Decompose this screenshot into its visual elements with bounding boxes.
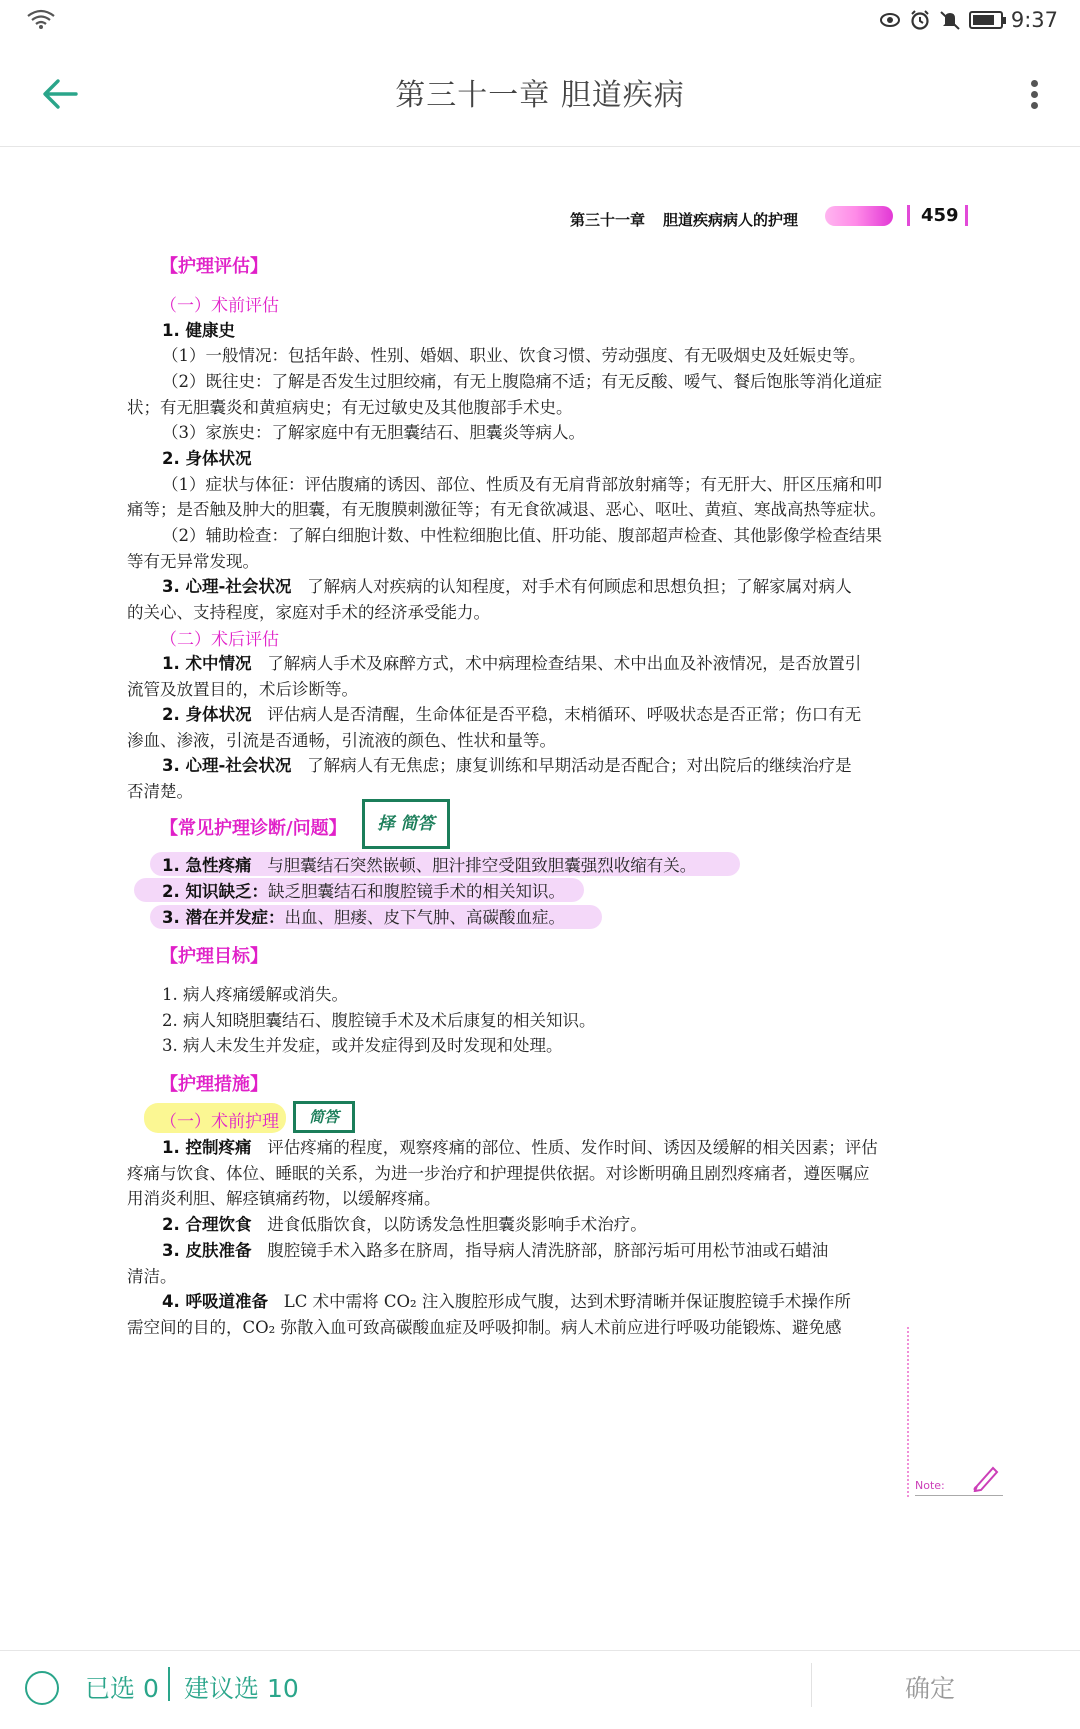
note-margin: [905, 1327, 995, 1527]
diagnosis-item: 2. 知识缺乏：缺乏胆囊结石和腹腔镜手术的相关知识。: [162, 882, 565, 901]
paragraph: 3. 心理-社会状况 了解病人有无焦虑；康复训练和早期活动是否配合；对出院后的继续治疗是: [162, 756, 852, 775]
section-heading: 【护理措施】: [160, 1074, 268, 1095]
section-heading: 【常见护理诊断/问题】: [160, 818, 347, 839]
more-vertical-icon[interactable]: [1026, 76, 1042, 116]
bottom-bar: [0, 1650, 1080, 1729]
page-title: 第三十一章 胆道疾病: [395, 78, 685, 113]
paragraph: 等有无异常发现。: [127, 552, 259, 571]
paragraph: 2. 身体状况 评估病人是否清醒，生命体征是否平稳，末梢循环、呼吸状态是否正常；伤口有无: [162, 705, 862, 724]
battery-icon: [969, 11, 1003, 29]
alarm-icon: [909, 9, 931, 31]
paragraph: 2. 合理饮食 进食低脂饮食，以防诱发急性胆囊炎影响手术治疗。: [162, 1215, 647, 1234]
suggested-count: 建议选 10: [184, 1674, 299, 1703]
paragraph: 3. 皮肤准备 腹腔镜手术入路多在脐周，指导病人清洗脐部，脐部污垢可用松节油或石蜡油: [162, 1241, 829, 1260]
eye-icon: [879, 9, 901, 31]
paragraph: （2）既往史：了解是否发生过胆绞痛，有无上腹隐痛不适；有无反酸、嗳气、餐后饱胀等消化道症: [162, 372, 882, 391]
divider: [915, 1495, 1003, 1496]
clock: 9:37: [1010, 8, 1058, 32]
paragraph: 清洁。: [127, 1267, 177, 1286]
paragraph: 需空间的目的，CO₂ 弥散入血可致高碳酸血症及呼吸抑制。病人术前应进行呼吸功能锻炼、避免感: [127, 1318, 842, 1337]
selected-count: 已选 0: [85, 1674, 159, 1703]
subsection-heading: （一）术前评估: [160, 296, 279, 316]
status-bar: [0, 0, 1080, 42]
item-heading: 2. 身体状况: [162, 449, 252, 468]
annotation-tag: 简答: [293, 1101, 355, 1133]
book-page: [0, 147, 1080, 1647]
decorative-bar: [825, 206, 893, 226]
paragraph: 流管及放置目的，术后诊断等。: [127, 680, 358, 699]
running-head-title: 胆道疾病病人的护理: [663, 211, 799, 229]
paragraph: 4. 呼吸道准备 LC 术中需将 CO₂ 注入腹腔形成气腹，达到术野清晰并保证腹腔镜手术操作所: [162, 1292, 851, 1311]
paragraph: （1）症状与体征：评估腹痛的诱因、部位、性质及有无肩背部放射痛等；有无肝大、肝区压痛和叩: [162, 475, 882, 494]
pen-icon: [971, 1462, 1001, 1492]
page-number: 459: [921, 205, 959, 226]
paragraph: （3）家族史：了解家庭中有无胆囊结石、胆囊炎等病人。: [162, 423, 585, 442]
paragraph: 3. 心理-社会状况 了解病人对疾病的认知程度，对手术有何顾虑和思想负担；了解家属对病人: [162, 577, 852, 596]
subsection-heading: （一）术前护理: [160, 1112, 279, 1132]
paragraph: 1. 术中情况 了解病人手术及麻醉方式，术中病理检查结果、术中出血及补液情况，是否放置引: [162, 654, 862, 673]
running-head: [570, 209, 798, 230]
divider: [907, 205, 910, 226]
section-heading: 【护理评估】: [160, 256, 268, 277]
divider: [965, 205, 968, 226]
divider: [168, 1667, 170, 1701]
paragraph: 用消炎利胆、解痉镇痛药物，以缓解疼痛。: [127, 1189, 441, 1208]
section-heading: 【护理目标】: [160, 946, 268, 967]
item-heading: 1. 健康史: [162, 321, 235, 340]
wifi-icon: [26, 8, 56, 30]
paragraph: （1）一般情况：包括年龄、性别、婚姻、职业、饮食习惯、劳动强度、有无吸烟史及妊娠史等。: [162, 346, 866, 365]
paragraph: 疼痛与饮食、体位、睡眠的关系，为进一步治疗和护理提供依据。对诊断明确且剧烈疼痛者，遵医嘱应: [127, 1164, 870, 1183]
paragraph: 否清楚。: [127, 782, 193, 801]
diagnosis-item: 3. 潜在并发症：出血、胆瘘、皮下气肿、高碳酸血症。: [162, 908, 565, 927]
mute-icon: [939, 9, 961, 31]
note-label: Note:: [915, 1479, 945, 1492]
paragraph: （2）辅助检查：了解白细胞计数、中性粒细胞比值、肝功能、腹部超声检查、其他影像学检查结果: [162, 526, 882, 545]
diagnosis-item: 1. 急性疼痛 与胆囊结石突然嵌顿、胆汁排空受阻致胆囊强烈收缩有关。: [162, 856, 697, 875]
paragraph: 1. 控制疼痛 评估疼痛的程度，观察疼痛的部位、性质、发作时间、诱因及缓解的相关因素；评估: [162, 1138, 878, 1157]
running-head-chapter: 第三十一章: [570, 211, 646, 229]
annotation-tag: 择 简答: [362, 799, 450, 849]
select-circle-icon[interactable]: [25, 1671, 59, 1705]
paragraph: 状；有无胆囊炎和黄疸病史；有无过敏史及其他腹部手术史。: [127, 398, 573, 417]
paragraph: 的关心、支持程度，家庭对手术的经济承受能力。: [127, 603, 490, 622]
goal-item: 2. 病人知晓胆囊结石、腹腔镜手术及术后康复的相关知识。: [162, 1011, 596, 1030]
divider: [811, 1663, 812, 1707]
paragraph: 痛等；是否触及肿大的胆囊，有无腹膜刺激征等；有无食欲减退、恶心、呕吐、黄疸、寒战高热等症状。: [127, 500, 886, 519]
paragraph: 渗血、渗液，引流是否通畅，引流液的颜色、性状和量等。: [127, 731, 556, 750]
subsection-heading: （二）术后评估: [160, 630, 279, 650]
goal-item: 3. 病人未发生并发症，或并发症得到及时发现和处理。: [162, 1036, 563, 1055]
app-bar: [0, 42, 1080, 147]
confirm-button[interactable]: 确定: [905, 1674, 956, 1703]
dotted-rule: [907, 1327, 909, 1497]
goal-item: 1. 病人疼痛缓解或消失。: [162, 985, 348, 1004]
